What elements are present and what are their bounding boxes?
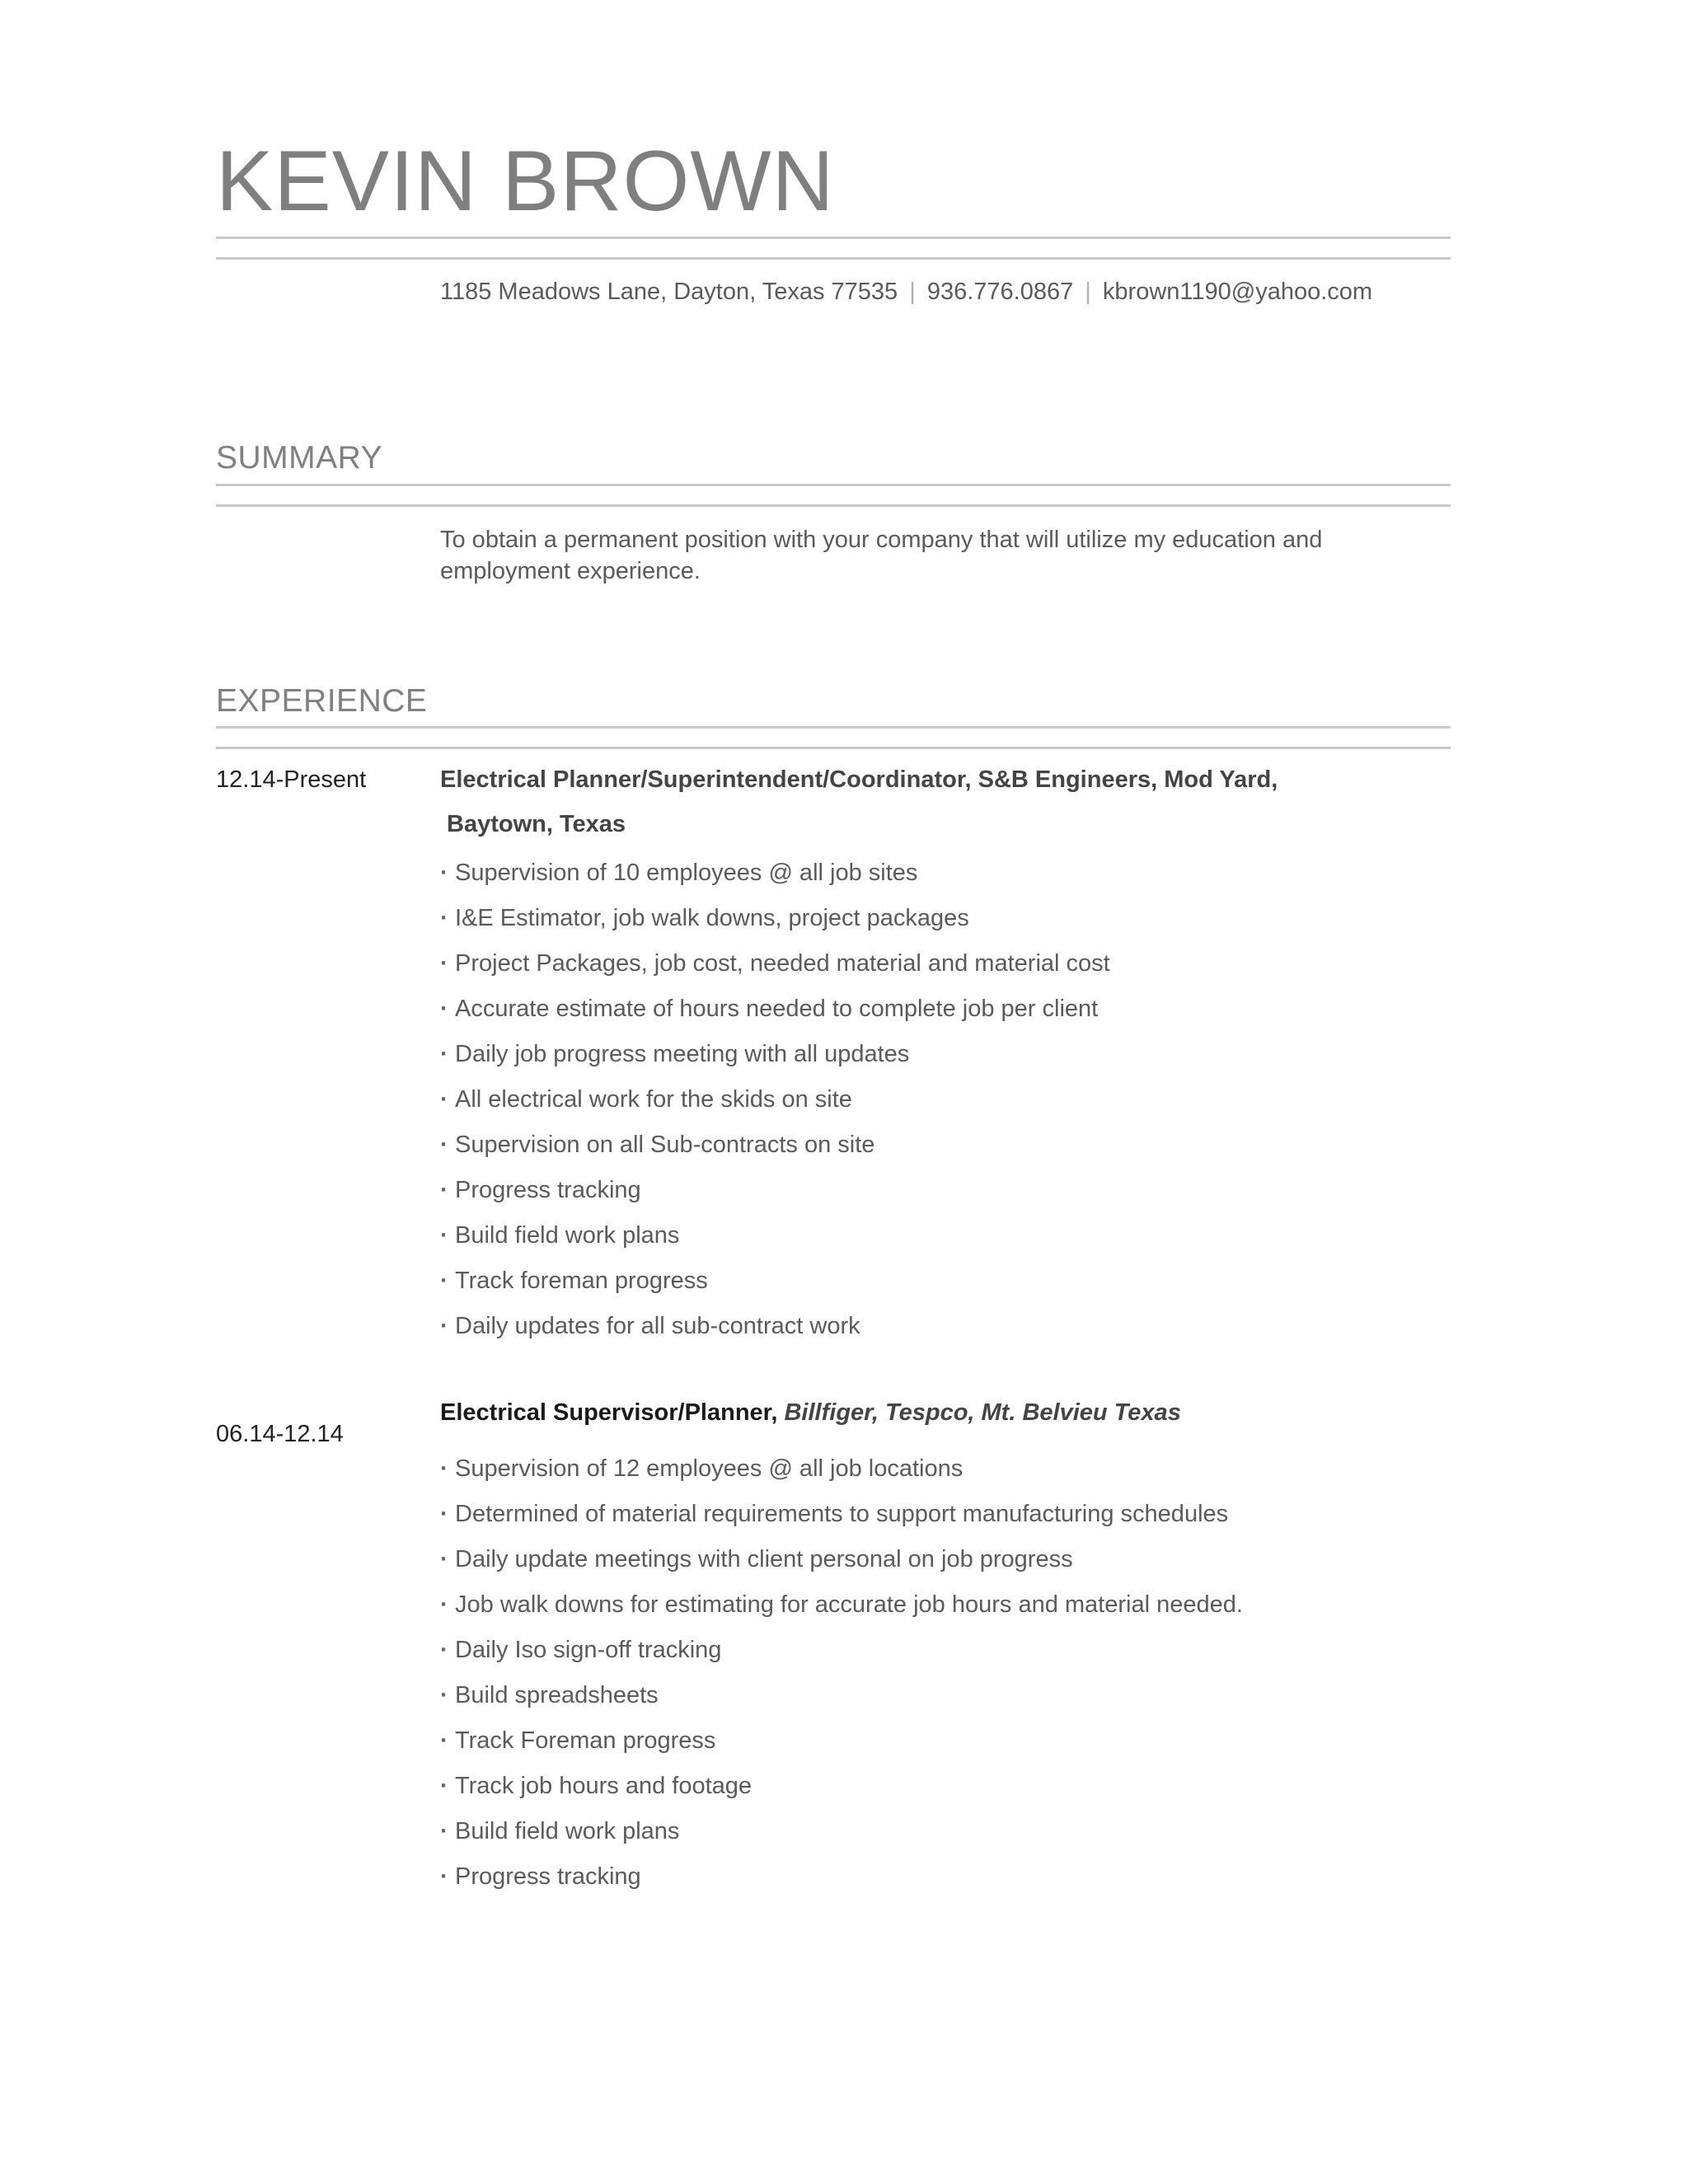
- job-company: Billfiger, Tespco, Mt. Belvieu Texas: [784, 1399, 1181, 1426]
- resume-name: KEVIN BROWN: [216, 134, 835, 229]
- list-item: · Project Packages, job cost, needed material and material cost: [440, 941, 1110, 987]
- bullet-icon: ·: [440, 1132, 448, 1158]
- job-bullet-list: [440, 851, 1110, 1349]
- header-rule-bottom: [216, 257, 1451, 260]
- list-item: · Build spreadsheets: [440, 1673, 1243, 1718]
- contact-phone: 936.776.0867: [926, 279, 1074, 305]
- job-title: [440, 1399, 1181, 1427]
- list-item: · Daily Iso sign-off tracking: [440, 1628, 1243, 1673]
- bullet-icon: ·: [440, 1546, 448, 1572]
- experience-rule-top: [216, 726, 1451, 729]
- bullet-icon: ·: [440, 905, 448, 931]
- summary-heading: SUMMARY: [216, 440, 383, 476]
- bullet-icon: ·: [440, 1591, 448, 1618]
- contact-email: kbrown1190@yahoo.com: [1102, 279, 1373, 305]
- list-item: · Supervision of 12 employees @ all job locations: [440, 1446, 1243, 1492]
- experience-heading: EXPERIENCE: [216, 683, 428, 719]
- list-item: · Progress tracking: [440, 1854, 1243, 1900]
- list-item: · Daily updates for all sub-contract work: [440, 1304, 1110, 1349]
- list-item: · Daily update meetings with client personal on job progress: [440, 1537, 1243, 1582]
- list-item: · Build field work plans: [440, 1809, 1243, 1854]
- bullet-icon: ·: [440, 996, 448, 1022]
- header-rule-top: [216, 237, 1451, 239]
- list-item: · Daily job progress meeting with all updates: [440, 1032, 1110, 1077]
- bullet-icon: ·: [440, 1313, 448, 1339]
- bullet-icon: ·: [440, 1455, 448, 1482]
- bullet-icon: ·: [440, 1501, 448, 1527]
- list-item: · Determined of material requirements to support manufacturing schedules: [440, 1492, 1243, 1537]
- bullet-icon: ·: [440, 1086, 448, 1113]
- bullet-icon: ·: [440, 1682, 448, 1708]
- bullet-icon: ·: [440, 1863, 448, 1890]
- list-item: · I&E Estimator, job walk downs, project packages: [440, 896, 1110, 941]
- bullet-icon: ·: [440, 1727, 448, 1754]
- list-item: · Track foreman progress: [440, 1258, 1110, 1304]
- job-dates: 06.14-12.14: [216, 1421, 344, 1447]
- bullet-icon: ·: [440, 1041, 448, 1067]
- bullet-icon: ·: [440, 1268, 448, 1294]
- list-item: · Supervision on all Sub-contracts on site: [440, 1122, 1110, 1168]
- summary-rule-top: [216, 484, 1451, 486]
- bullet-icon: ·: [440, 1222, 448, 1249]
- job-title-text: Electrical Supervisor/Planner,: [440, 1399, 778, 1426]
- contact-line: [440, 279, 1372, 306]
- summary-rule-bottom: [216, 504, 1451, 507]
- bullet-icon: ·: [440, 1818, 448, 1844]
- bullet-icon: ·: [440, 1177, 448, 1203]
- list-item: · Supervision of 10 employees @ all job sites: [440, 851, 1110, 896]
- contact-separator: |: [909, 279, 916, 305]
- job-bullet-list: [440, 1446, 1243, 1900]
- bullet-icon: ·: [440, 860, 448, 886]
- list-item: · Track job hours and footage: [440, 1764, 1243, 1809]
- list-item: · All electrical work for the skids on site: [440, 1077, 1110, 1122]
- list-item: · Job walk downs for estimating for accurate job hours and material needed.: [440, 1582, 1243, 1628]
- experience-rule-bottom: [216, 747, 1451, 749]
- bullet-icon: ·: [440, 1637, 448, 1663]
- bullet-icon: ·: [440, 950, 448, 977]
- list-item: · Build field work plans: [440, 1213, 1110, 1258]
- list-item: · Accurate estimate of hours needed to complete job per client: [440, 987, 1110, 1032]
- job-location: Baytown, Texas: [447, 811, 626, 837]
- bullet-icon: ·: [440, 1773, 448, 1799]
- contact-address: 1185 Meadows Lane, Dayton, Texas 77535: [440, 279, 898, 305]
- list-item: · Progress tracking: [440, 1168, 1110, 1213]
- contact-separator: |: [1085, 279, 1091, 305]
- job-title: Electrical Planner/Superintendent/Coordinator, S&B Engineers, Mod Yard,: [440, 766, 1278, 793]
- list-item: · Track Foreman progress: [440, 1718, 1243, 1764]
- summary-text: To obtain a permanent position with your company that will utilize my education and employment experience.: [440, 527, 1323, 584]
- job-dates: 12.14-Present: [216, 766, 367, 793]
